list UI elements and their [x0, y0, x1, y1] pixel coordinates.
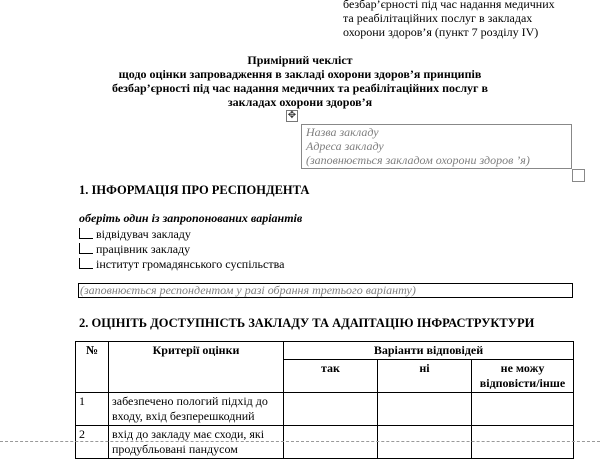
answer-no-cell[interactable] [378, 426, 472, 459]
section-1-heading: 1. ІНФОРМАЦІЯ ПРО РЕСПОНДЕНТА [79, 183, 310, 197]
table-row [76, 426, 574, 459]
row-criterion: вхід до закладу має сходи, які продубльовані пандусом [109, 426, 284, 459]
institution-box-note: (заповнюється закладом охорони здоров ’я) [306, 153, 530, 167]
answer-yes-cell[interactable] [284, 426, 378, 459]
row-number: 2 [76, 426, 109, 459]
option-employee-label: працівник закладу [96, 242, 191, 256]
row-number: 1 [76, 393, 109, 426]
respondent-note: (заповнюється респондентом у разі обрання третього варіанту) [80, 283, 416, 297]
institution-address-placeholder[interactable]: Адреса закладу [306, 139, 384, 153]
option-visitor-label: відвідувач закладу [96, 227, 191, 241]
header-note-line-3: охорони здоров’я (пункт 7 розділу IV) [343, 25, 539, 39]
page-cut-line [0, 441, 600, 442]
table-row [76, 393, 574, 426]
col-answers-header: Варіанти відповідей [284, 342, 574, 360]
header-note-line-2: та реабілітаційних послуг в закладах [343, 11, 533, 25]
answer-other-header: не можу відповісти/інше [472, 360, 574, 393]
answer-no-cell[interactable] [378, 393, 472, 426]
option-civil-society-checkbox[interactable] [79, 258, 93, 269]
option-civil-society-label: інститут громадянського суспільства [96, 257, 285, 271]
choose-option-label: оберіть один із запропонованих варіантів [79, 211, 303, 225]
row-criterion: забезпечено пологий підхід до входу, вхід безперешкодний [109, 393, 284, 426]
resize-handle-icon[interactable] [572, 169, 585, 182]
document-subtitle-line-1: щодо оцінки запровадження в закладі охорони здоров’я принципів [118, 67, 482, 81]
option-visitor-checkbox[interactable] [79, 228, 93, 239]
section-2-heading: 2. ОЦІНІТЬ ДОСТУПНІСТЬ ЗАКЛАДУ ТА АДАПТАЦІЮ ІНФРАСТРУКТУРИ [79, 316, 535, 330]
answer-yes-cell[interactable] [284, 393, 378, 426]
answer-other-cell[interactable] [472, 393, 574, 426]
option-employee-checkbox[interactable] [79, 243, 93, 254]
option-visitor[interactable] [79, 227, 191, 241]
answer-yes-header: так [284, 360, 378, 393]
option-civil-society[interactable] [79, 257, 284, 271]
option-employee[interactable] [79, 242, 190, 256]
col-criteria-header: Критерії оцінки [109, 342, 284, 393]
header-note-line-1: безбар’єрності під час надання медичних [343, 0, 555, 11]
document-title: Примірний чекліст [247, 53, 353, 67]
document-subtitle-line-3: закладах охорони здоров’я [227, 95, 373, 109]
answer-no-header: ні [378, 360, 472, 393]
answer-other-cell[interactable] [472, 426, 574, 459]
document-subtitle-line-2: безбар’єрності під час надання медичних та реабілітаційних послуг в [111, 81, 488, 95]
col-number-header: № [76, 342, 109, 393]
move-handle-icon[interactable]: ✥ [287, 110, 297, 121]
institution-name-placeholder[interactable]: Назва закладу [306, 125, 379, 139]
